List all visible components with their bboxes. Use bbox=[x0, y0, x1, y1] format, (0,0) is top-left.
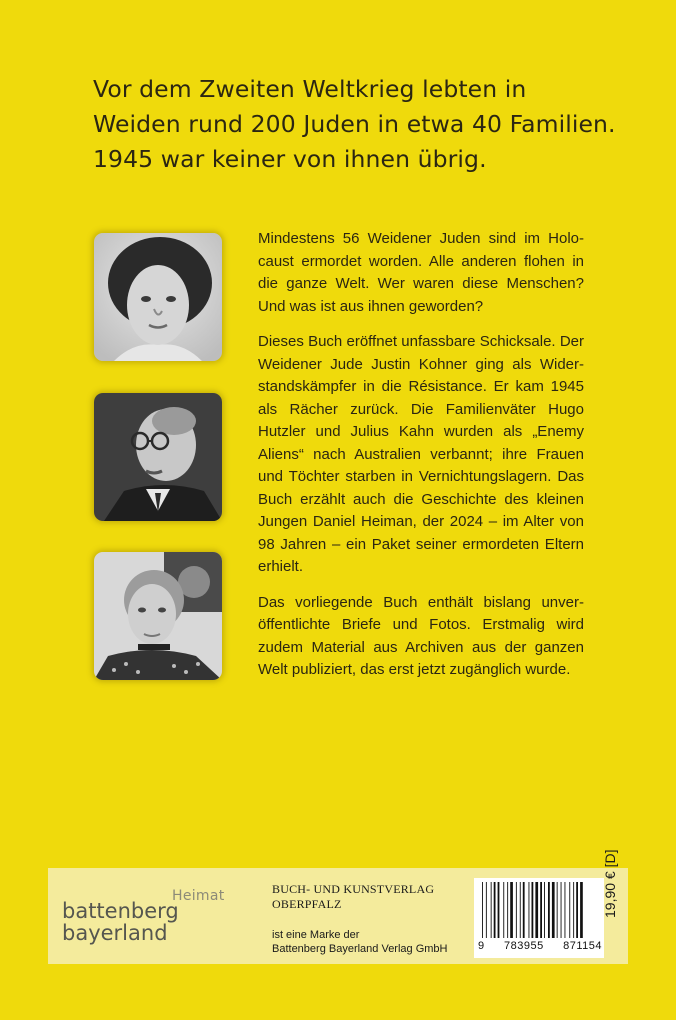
blurb-line: Dieses Buch eröffnet unfassbare Schicksale. Der bbox=[258, 333, 584, 350]
barcode-bar bbox=[491, 882, 492, 938]
publisher-name-line-1: BUCH- UND KUNSTVERLAG bbox=[272, 882, 435, 896]
blurb-line: die ganze Welt. Wer waren diese Menschen? bbox=[258, 275, 584, 292]
blurb-paragraph-3 bbox=[258, 592, 584, 682]
barcode-bar bbox=[507, 882, 508, 938]
publisher-name-line-2: OBERPFALZ bbox=[272, 897, 342, 911]
blurb-line: standskämpfer in die Résistance. Er kam 1945 bbox=[258, 378, 584, 395]
barcode-bar bbox=[520, 882, 521, 938]
publisher-info bbox=[272, 882, 472, 956]
portrait-young-woman-photo bbox=[94, 233, 222, 361]
logo-line-2: bayerland bbox=[62, 921, 168, 945]
headline-line-1: Vor dem Zweiten Weltkrieg lebten in bbox=[93, 75, 527, 103]
blurb-line: und Töchter starben in Vernichtungslagern. Das bbox=[258, 468, 584, 485]
headline bbox=[93, 72, 653, 177]
price-label: 19,90 € [D] bbox=[602, 849, 618, 918]
blurb-line: Und was ist aus ihnen geworden? bbox=[258, 297, 484, 315]
barcode-digits bbox=[478, 940, 602, 952]
blurb-line: Aliens“ nach Australien verbannt; ihre Frauen bbox=[258, 445, 584, 463]
blurb-line: öffentlichte Briefe und Fotos. Erstmalig wird bbox=[258, 616, 584, 633]
barcode-bar bbox=[498, 882, 500, 938]
barcode-bar bbox=[557, 882, 558, 938]
blurb-line: Das vorliegende Buch enthält bislang unver- bbox=[258, 593, 584, 611]
blurb-line: Welt publiziert, das erst jetzt zugänglich wurde. bbox=[258, 661, 571, 678]
barcode-bar bbox=[576, 882, 578, 938]
barcode-bar bbox=[565, 882, 566, 938]
blurb-paragraph-2 bbox=[258, 331, 584, 579]
barcode-bar bbox=[494, 882, 496, 938]
headline-line-3: 1945 war keiner von ihnen übrig. bbox=[93, 145, 487, 173]
barcode-bar bbox=[503, 882, 504, 938]
barcode-bar bbox=[561, 882, 562, 938]
barcode-bar bbox=[580, 882, 583, 938]
blurb-line: 98 Jahren – ein Paket seiner ermordeten Eltern bbox=[258, 535, 584, 553]
barcode-bars bbox=[480, 882, 598, 940]
battenberg-bayerland-logo bbox=[62, 888, 237, 948]
barcode-digit-first: 9 bbox=[478, 940, 485, 952]
blurb-line: zudem Material aus Archiven aus der ganzen bbox=[258, 638, 584, 656]
blurb-paragraph-1 bbox=[258, 228, 584, 318]
blurb-line: Jungen Daniel Heiman, der 2024 – im Alter von bbox=[258, 513, 584, 530]
blurb-line: erhielt. bbox=[258, 558, 304, 575]
publisher-note-line-1: ist eine Marke der bbox=[272, 929, 360, 941]
logo-line-1: battenberg bbox=[62, 899, 179, 923]
barcode-bar bbox=[544, 882, 545, 938]
barcode-group-2: 871154 bbox=[563, 940, 602, 952]
portrait-man-glasses-photo bbox=[94, 393, 222, 521]
blurb-text bbox=[258, 228, 584, 695]
headline-line-2: Weiden rund 200 Juden in etwa 40 Familien. bbox=[93, 110, 616, 138]
isbn-barcode bbox=[474, 878, 604, 958]
barcode-bar bbox=[540, 882, 542, 938]
barcode-bar bbox=[516, 882, 517, 938]
barcode-bar bbox=[573, 882, 574, 938]
barcode-group-1: 783955 bbox=[504, 940, 544, 952]
publisher-note-line-2: Battenberg Bayerland Verlag GmbH bbox=[272, 943, 448, 955]
blurb-line: Weidener Jude Justin Kohner ging als Wider- bbox=[258, 355, 584, 373]
barcode-bar bbox=[532, 882, 534, 938]
portrait-elderly-woman-photo bbox=[94, 552, 222, 680]
barcode-bar bbox=[510, 882, 513, 938]
blurb-line: als Rächer zurück. Die Familienväter Hugo bbox=[258, 400, 584, 418]
blurb-line: Buch erzählt auch die Geschichte des kleinen bbox=[258, 490, 584, 508]
barcode-bar bbox=[569, 882, 570, 938]
barcode-bar bbox=[529, 882, 530, 938]
barcode-bar bbox=[482, 882, 483, 938]
blurb-line: caust ermordet worden. Alle anderen flohen in bbox=[258, 252, 584, 270]
blurb-line: Hutzler und Julius Kahn wurden als „Enemy bbox=[258, 423, 584, 440]
logo-heimat-text: Heimat bbox=[172, 888, 225, 904]
blurb-line: Mindestens 56 Weidener Juden sind im Holo- bbox=[258, 230, 584, 247]
barcode-bar bbox=[552, 882, 555, 938]
barcode-bar bbox=[523, 882, 525, 938]
barcode-bar bbox=[486, 882, 487, 938]
barcode-bar bbox=[548, 882, 550, 938]
barcode-bar bbox=[535, 882, 538, 938]
